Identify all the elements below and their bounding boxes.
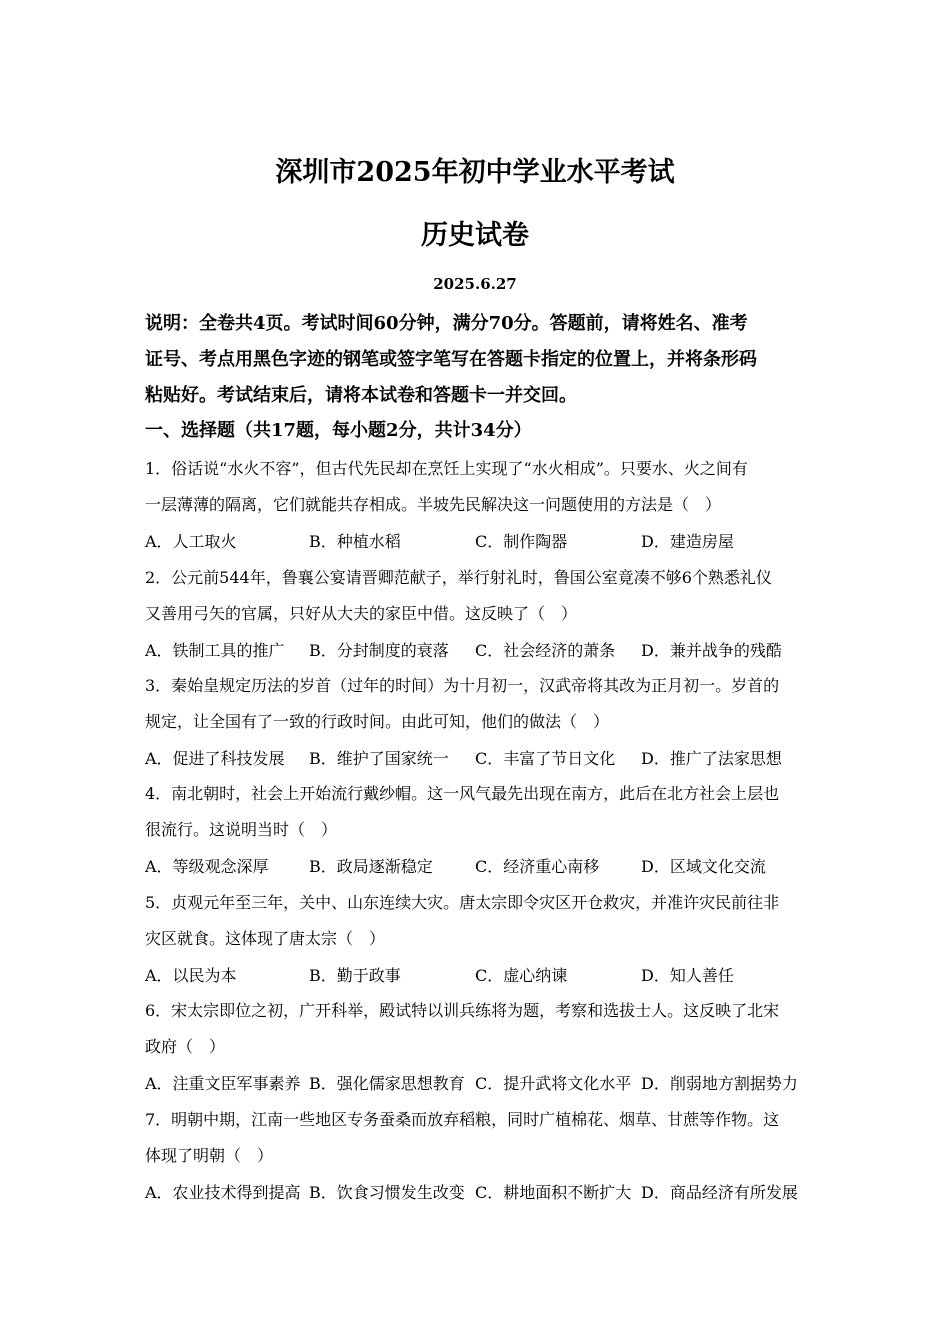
option-a: A．促进了科技发展: [145, 749, 285, 768]
question-2-line-1: 2．公元前544年，鲁襄公宴请晋卿范献子，举行射礼时，鲁国公室竟凑不够6个熟悉礼仪: [145, 568, 772, 587]
option-b: B．种植水稻: [309, 532, 401, 551]
option-d: D．建造房屋: [641, 532, 734, 551]
question-7-line-1: 7．明朝中期，江南一些地区专务蚕桑而放弃稻粮，同时广植棉花、烟草、甘蔗等作物。这: [145, 1110, 780, 1129]
option-a: A．等级观念深厚: [145, 857, 269, 876]
question-6-line-2: 政府（ ）: [145, 1037, 226, 1056]
question-3-line-2: 规定，让全国有了一致的行政时间。由此可知，他们的做法（ ）: [145, 712, 610, 731]
option-d: D．商品经济有所发展: [641, 1183, 798, 1202]
question-2-options: [145, 638, 815, 660]
exam-subject: 历史试卷: [421, 220, 529, 251]
option-a: A．人工取火: [145, 532, 237, 551]
option-a: A．注重文臣军事素养: [145, 1074, 301, 1093]
option-a: A．农业技术得到提高: [145, 1183, 301, 1202]
section-heading: 一、选择题（共17题，每小题2分，共计34分）: [145, 420, 532, 441]
question-3-line-1: 3．秦始皇规定历法的岁首（过年的时间）为十月初一，汉武帝将其改为正月初一。岁首的: [145, 676, 780, 695]
option-c: C．制作陶器: [475, 532, 568, 551]
question-5-line-1: 5．贞观元年至三年，关中、山东连续大灾。唐太宗即令灾区开仓救灾，并准许灾民前往非: [145, 893, 780, 912]
question-4-options: [145, 854, 815, 876]
instructions-line: 说明：全卷共4页。考试时间60分钟，满分70分。答题前，请将姓名、准考: [145, 313, 748, 334]
instructions-line: 证号、考点用黑色字迹的钢笔或签字笔写在答题卡指定的位置上，并将条形码: [145, 349, 757, 370]
question-5-options: [145, 963, 815, 985]
question-4-line-1: 4．南北朝时，社会上开始流行戴纱帽。这一风气最先出现在南方，此后在北方社会上层也: [145, 784, 780, 803]
option-d: D．兼并战争的残酷: [641, 641, 782, 660]
question-7-line-2: 体现了明朝（ ）: [145, 1146, 274, 1165]
question-1-line-2: 一层薄薄的隔离，它们就能共存相成。半坡先民解决这一问题使用的方法是（ ）: [145, 495, 722, 514]
question-2-line-2: 又善用弓矢的官属，只好从大夫的家臣中借。这反映了（ ）: [145, 604, 578, 623]
option-b: B．维护了国家统一: [309, 749, 449, 768]
exam-title: 深圳市2025年初中学业水平考试: [275, 157, 675, 188]
option-c: C．社会经济的萧条: [475, 641, 616, 660]
option-c: C．提升武将文化水平: [475, 1074, 632, 1093]
option-b: B．饮食习惯发生改变: [309, 1183, 465, 1202]
question-3-options: [145, 746, 815, 768]
question-1-line-1: 1．俗话说“水火不容”，但古代先民却在烹饪上实现了“水火相成”。只要水、火之间有: [145, 459, 748, 478]
instructions-line: 粘贴好。考试结束后，请将本试卷和答题卡一并交回。: [145, 385, 577, 406]
option-b: B．强化儒家思想教育: [309, 1074, 465, 1093]
option-a: A．以民为本: [145, 966, 237, 985]
option-c: C．经济重心南移: [475, 857, 600, 876]
option-d: D．知人善任: [641, 966, 734, 985]
question-7-options: [145, 1180, 815, 1202]
option-b: B．分封制度的衰落: [309, 641, 449, 660]
question-6-line-1: 6．宋太宗即位之初，广开科举，殿试特以训兵练将为题，考察和选拔士人。这反映了北宋: [145, 1001, 780, 1020]
option-d: D．削弱地方割据势力: [641, 1074, 798, 1093]
option-b: B．勤于政事: [309, 966, 401, 985]
question-5-line-2: 灾区就食。这体现了唐太宗（ ）: [145, 929, 386, 948]
question-4-line-2: 很流行。这说明当时（ ）: [145, 820, 338, 839]
option-b: B．政局逐渐稳定: [309, 857, 433, 876]
option-a: A．铁制工具的推广: [145, 641, 285, 660]
option-d: D．区域文化交流: [641, 857, 766, 876]
question-6-options: [145, 1071, 815, 1093]
option-c: C．耕地面积不断扩大: [475, 1183, 632, 1202]
option-d: D．推广了法家思想: [641, 749, 782, 768]
question-1-options: [145, 529, 815, 551]
option-c: C．虚心纳谏: [475, 966, 568, 985]
exam-date: 2025.6.27: [433, 275, 517, 293]
option-c: C．丰富了节日文化: [475, 749, 616, 768]
